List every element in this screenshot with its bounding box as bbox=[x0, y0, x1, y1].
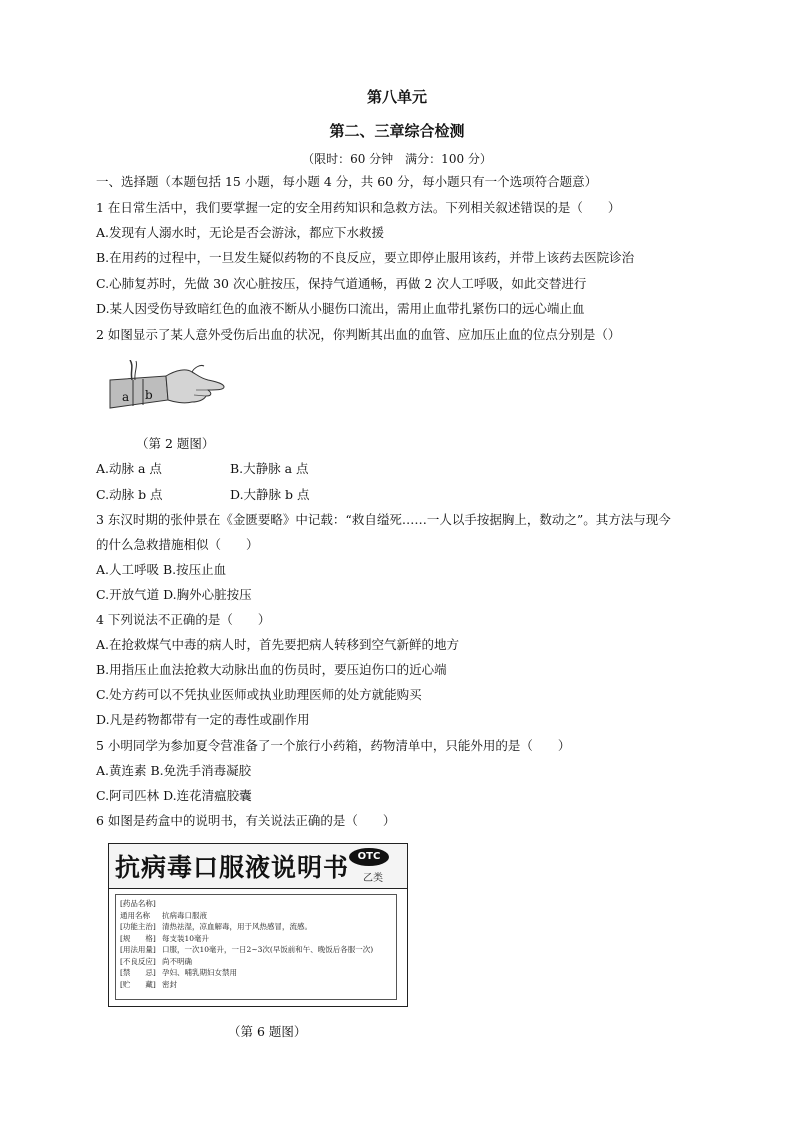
label-header bbox=[109, 844, 407, 889]
q3-options-cd: C.开放气道 D.胸外心脏按压 bbox=[96, 587, 252, 602]
otc-badge: OTC bbox=[349, 848, 389, 866]
q1-option-a: A.发现有人溺水时，无论是否会游泳，都应下水救援 bbox=[96, 225, 385, 240]
q1-option-b: B.在用药的过程中，一旦发生疑似药物的不良反应，要立即停止服用该药，并带上该药去医院诊治 bbox=[96, 250, 635, 265]
q6-stem: 6 如图是药盒中的说明书，有关说法正确的是（ ） bbox=[96, 813, 396, 828]
label-row: [规 格] 每支装10毫升 bbox=[120, 933, 210, 943]
label-row: [用法用量] 口服，一次10毫升，一日2~3次(早饭前和午、晚饭后各服一次) bbox=[120, 945, 374, 954]
q1-option-c: C.心肺复苏时，先做 30 次心脏按压，保持气道通畅，再做 2 次人工呼吸，如此交替进行 bbox=[96, 276, 587, 291]
bleeding-arm-figure bbox=[108, 360, 228, 418]
q4-option-d: D.凡是药物都带有一定的毒性或副作用 bbox=[96, 712, 310, 727]
point-b-label: b bbox=[145, 388, 153, 402]
q2-option-d: D.大静脉 b 点 bbox=[230, 487, 310, 502]
q5-options-ab: A.黄连素 B.免洗手消毒凝胶 bbox=[96, 763, 252, 778]
q2-figure-caption: （第 2 题图） bbox=[136, 436, 215, 451]
q3-stem-line2: 的什么急救措施相似（ ） bbox=[96, 537, 259, 552]
q1-option-d: D.某人因受伤导致暗红色的血液不断从小腿伤口流出，需用止血带扎紧伤口的远心端止血 bbox=[96, 301, 585, 316]
q2-option-c: C.动脉 b 点 bbox=[96, 487, 163, 502]
q4-stem: 4 下列说法不正确的是（ ） bbox=[96, 612, 271, 627]
label-row: [功能主治] 清热祛湿，凉血解毒，用于风热感冒，流感。 bbox=[120, 922, 312, 931]
section-heading: 一、选择题（本题包括 15 小题，每小题 4 分，共 60 分，每小题只有一个选项符合题意） bbox=[96, 174, 598, 189]
q2-option-b: B.大静脉 a 点 bbox=[230, 461, 309, 476]
q5-options-cd: C.阿司匹林 D.连花清瘟胶囊 bbox=[96, 788, 252, 803]
label-row: [贮 藏] 密封 bbox=[120, 979, 177, 989]
q6-figure-caption: （第 6 题图） bbox=[228, 1024, 307, 1039]
label-details bbox=[115, 894, 397, 1000]
q3-options-ab: A.人工呼吸 B.按压止血 bbox=[96, 562, 227, 577]
otc-class: 乙类 bbox=[363, 873, 383, 884]
q3-stem-line1: 3 东汉时期的张仲景在《金匮要略》中记载：“救自缢死……一人以手按据胸上，数动之”。其方法与现今 bbox=[96, 512, 671, 527]
q4-option-c: C.处方药可以不凭执业医师或执业助理医师的处方就能购买 bbox=[96, 687, 422, 702]
q4-option-a: A.在抢救煤气中毒的病人时，首先要把病人转移到空气新鲜的地方 bbox=[96, 637, 460, 652]
q4-option-b: B.用指压止血法抢救大动脉出血的伤员时，要压迫伤口的近心端 bbox=[96, 662, 447, 677]
label-row: [不良反应] 尚不明确 bbox=[120, 956, 192, 966]
time-score-limits: （限时：60 分钟 满分：100 分） bbox=[302, 152, 492, 166]
page-title: 第二、三章综合检测 bbox=[329, 122, 465, 140]
medicine-instruction-label bbox=[108, 843, 408, 1007]
unit-heading: 第八单元 bbox=[366, 88, 427, 106]
label-row: [药品名称] bbox=[120, 899, 156, 908]
q2-option-a: A.动脉 a 点 bbox=[96, 461, 162, 476]
arm-illustration bbox=[108, 360, 228, 418]
q1-stem: 1 在日常生活中，我们要掌握一定的安全用药知识和急救方法。下列相关叙述错误的是（ ） bbox=[96, 200, 621, 215]
label-row: 通用名称 抗病毒口服液 bbox=[120, 910, 207, 920]
label-row: [禁 忌] 孕妇、哺乳期妇女禁用 bbox=[120, 968, 237, 977]
q5-stem: 5 小明同学为参加夏令营准备了一个旅行小药箱，药物清单中，只能外用的是（ ） bbox=[96, 738, 571, 753]
label-title: 抗病毒口服液说明书 bbox=[115, 853, 350, 882]
point-a-label: a bbox=[122, 390, 130, 404]
q2-stem: 2 如图显示了某人意外受伤后出血的状况，你判断其出血的血管、应加压止血的位点分别是（） bbox=[96, 327, 621, 342]
